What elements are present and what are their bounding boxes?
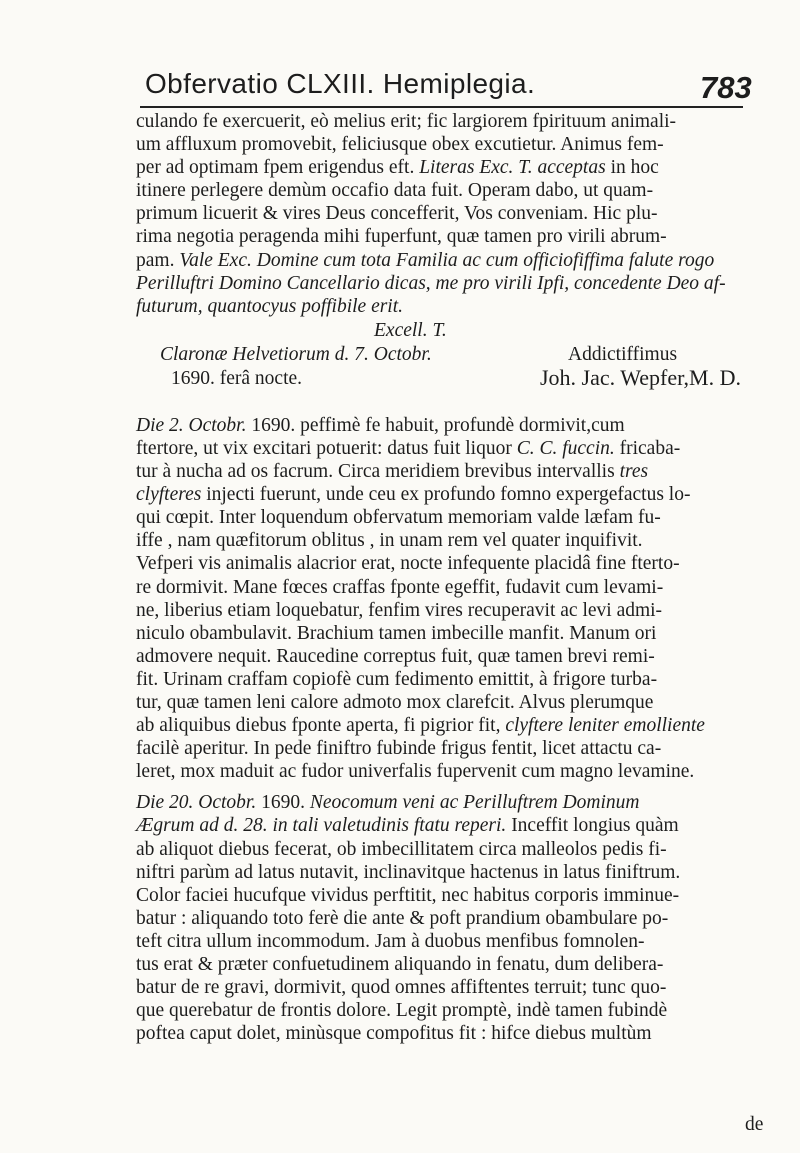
text-line <box>136 295 776 318</box>
italic-run: futurum, quantocyus poffibile erit. <box>136 295 404 317</box>
text-run: niftri parùm ad latus nutavit, inclinavitque hactenus in latus finiftrum. <box>136 861 681 883</box>
text-run: Color faciei hucufque vividus perftitit, nec habitus corporis imminue- <box>136 884 680 906</box>
text-run: culando fe exercuerit, eò melius erit; fic largiorem fpirituum animali- <box>136 111 677 132</box>
text-line <box>136 576 776 599</box>
text-run: re dormivit. Mane fœces craffas fponte egeffit, fudavit cum levami- <box>136 576 664 598</box>
italic-run: clyfteres <box>136 484 202 506</box>
italic-run: Ægrum ad d. 28. in tali valetudinis ftatu reperi. <box>136 815 507 837</box>
text-run: rima negotia peragenda mihi fuperfunt, quæ tamen pro virili abrum- <box>136 226 667 248</box>
signature-date: 1690. ferâ nocte. <box>171 368 303 389</box>
text-line <box>136 953 776 976</box>
text-line <box>136 249 776 272</box>
text-run: qui cœpit. Inter loquendum obfervatum memoriam valde læfam fu- <box>136 507 661 529</box>
signature-author: Joh. Jac. Wepfer,M. D. <box>540 365 742 390</box>
italic-run: Vale Exc. Domine cum tota Familia ac cum officiofiffima falute rogo <box>179 249 715 271</box>
body-text <box>136 110 776 1045</box>
text-run: admovere nequit. Raucedine correptus fuit, quæ tamen brevi remi- <box>136 645 655 667</box>
text-run: facilè aperitur. In pede finiftro fubinde frigus fentit, licet attactu ca- <box>136 738 662 760</box>
page-number: 783 <box>700 70 752 105</box>
text-line <box>136 133 776 156</box>
text-run: teft citra ullum incommodum. Jam à duobus menfibus fomnolen- <box>136 930 645 952</box>
text-run: 1690. <box>256 792 310 814</box>
text-line <box>136 976 776 999</box>
text-line <box>136 437 776 460</box>
text-run: niculo obambulavit. Brachium tamen imbecille manfit. Manum ori <box>136 622 657 644</box>
observation-paragraph-oct-2 <box>136 414 776 784</box>
paragraph-gap <box>136 783 776 791</box>
text-run: primum licuerit & vires Deus concefferit, Vos conveniam. Hic plu- <box>136 203 658 225</box>
header-title: Obfervatio CLXIII. Hemiplegia. <box>145 68 536 99</box>
signature-closing: Excell. T. <box>374 320 447 341</box>
text-line <box>136 691 776 714</box>
text-line <box>136 814 776 837</box>
text-run: ab aliquibus diebus fponte aperta, fi pigrior fit, <box>136 715 506 737</box>
italic-run: Literas Exc. T. acceptas <box>419 157 606 179</box>
italic-run: Die 2. Octobr. <box>136 414 247 436</box>
text-run: um affluxum promovebit, feliciusque obex excutietur. Animus fem- <box>136 134 664 156</box>
text-run: que querebatur de frontis dolore. Legit promptè, indè tamen fubindè <box>136 1000 668 1022</box>
text-run: tur à nucha ad os facrum. Circa meridiem brevibus intervallis <box>136 461 620 483</box>
italic-run: Die 20. Octobr. <box>136 792 257 814</box>
observation-paragraph-oct-20 <box>136 791 776 1045</box>
text-line <box>136 506 776 529</box>
text-run: batur de re gravi, dormivit, quod omnes affiftentes terruit; tunc quo- <box>136 977 667 999</box>
text-line <box>136 622 776 645</box>
text-run: tus erat & præter confuetudinem aliquando in fenatu, dum delibera- <box>136 954 664 975</box>
text-line <box>136 999 776 1022</box>
text-line <box>136 930 776 953</box>
text-run: pam. <box>136 249 180 271</box>
text-line <box>136 272 776 295</box>
text-line <box>136 760 776 783</box>
running-header <box>0 58 800 106</box>
text-run: fricaba- <box>614 437 681 459</box>
text-run: batur : aliquando toto ferè die ante & poft prandium obambulare po- <box>136 907 669 929</box>
text-line <box>136 552 776 575</box>
italic-run: C. C. fuccin. <box>516 437 615 459</box>
text-line <box>136 668 776 691</box>
text-line <box>136 838 776 861</box>
text-line <box>136 202 776 225</box>
text-line <box>136 460 776 483</box>
text-run: in hoc <box>605 157 659 179</box>
italic-run: Neocomum veni ac Perilluftrem Dominum <box>309 792 640 814</box>
text-line <box>136 529 776 552</box>
italic-run: Perilluftri Domino Cancellario dicas, me pro virili Ipfi, concedente Deo af- <box>136 272 726 294</box>
text-line <box>136 714 776 737</box>
text-run: iffe , nam quæfitorum oblitus , in unam rem vel quater inquifivit. <box>136 530 643 552</box>
text-line <box>136 179 776 202</box>
text-run: Vefperi vis animalis alacrior erat, nocte infequente placidâ fine fterto- <box>136 553 680 575</box>
text-line <box>136 483 776 506</box>
text-line <box>136 110 776 133</box>
text-run: Inceffit longius quàm <box>506 815 679 837</box>
text-run: itinere perlegere demùm occafio data fuit. Operam dabo, ut quam- <box>136 180 654 202</box>
text-run: poftea caput dolet, minùsque compofitus fit : hifce diebus multùm <box>136 1023 652 1045</box>
letter-paragraph <box>136 110 776 318</box>
text-line <box>136 645 776 668</box>
text-run: tur, quæ tamen leni calore admoto mox clarefcit. Alvus plerumque <box>136 691 654 713</box>
header-rule <box>140 106 743 108</box>
text-line <box>136 156 776 179</box>
signature-title: Addictiffimus <box>568 344 678 365</box>
text-line <box>136 414 776 437</box>
text-run: per ad optimam fpem erigendus eft. <box>136 157 420 179</box>
text-line <box>136 791 776 814</box>
text-run: 1690. peffimè fe habuit, profundè dormivit,cum <box>246 414 625 436</box>
text-run: ftertore, ut vix excitari potuerit: datus fuit liquor <box>136 437 517 459</box>
italic-run: clyftere leniter emolliente <box>505 715 705 737</box>
text-run: ab aliquot diebus fecerat, ob imbecillitatem circa malleolos pedis fi- <box>136 838 667 860</box>
text-line <box>136 599 776 622</box>
text-run: leret, mox maduit ac fudor univerfalis fupervenit cum magno levamine. <box>136 761 695 783</box>
signature-place: Claronæ Helvetiorum d. 7. Octobr. <box>160 344 432 365</box>
text-line <box>136 737 776 760</box>
text-line <box>136 1022 776 1045</box>
text-run: injecti fuerunt, unde ceu ex profundo fomno expergefactus lo- <box>201 484 691 506</box>
text-run: ne, liberius etiam loquebatur, fenfim vires recuperavit ac levi admi- <box>136 599 663 621</box>
text-line <box>136 861 776 884</box>
text-run: fit. Urinam craffam copiofè cum fedimento emittit, à frigore turba- <box>136 668 658 690</box>
text-line <box>136 907 776 930</box>
catchword: de <box>745 1114 764 1135</box>
text-line <box>136 225 776 248</box>
italic-run: tres <box>619 461 649 483</box>
text-line <box>136 884 776 907</box>
